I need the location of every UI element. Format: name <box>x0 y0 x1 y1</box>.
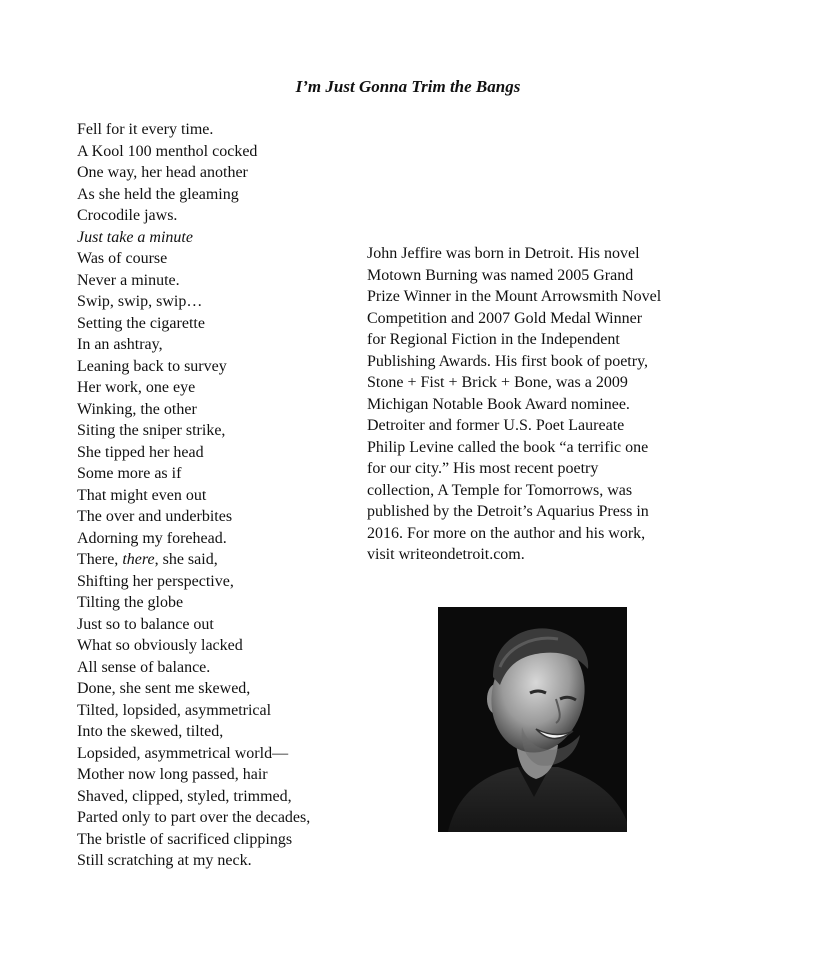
poem-line <box>77 270 367 292</box>
poem-line-text: A Kool 100 menthol cocked <box>77 142 258 160</box>
poem-line <box>77 291 367 313</box>
poem-line <box>77 248 367 270</box>
poem-line-text: Some more as if <box>77 465 182 482</box>
poem-title: I’m Just Gonna Trim the Bangs <box>295 77 521 96</box>
poem-line <box>77 635 367 657</box>
poem-line-text: Swip, swip, swip… <box>77 293 203 310</box>
poem-line-text: Siting the sniper strike, <box>77 422 226 439</box>
poem-line <box>77 829 367 851</box>
poem-line-italic-text: Just take a minute <box>77 228 193 246</box>
poem-line <box>77 506 367 528</box>
poem-line <box>77 377 367 399</box>
poem-line-text: Just so to balance out <box>77 615 214 633</box>
author-bio-line: 2016. For more on the author and his work, <box>367 524 646 542</box>
author-bio-line: published by the Detroit’s Aquarius Press in <box>367 503 649 520</box>
author-bio-line: collection, A Temple for Tomorrows, was <box>367 481 633 499</box>
poem-line-text: Lopsided, asymmetrical world— <box>77 744 289 762</box>
poem-line-text: What so obviously lacked <box>77 637 243 654</box>
poem-line <box>77 356 367 378</box>
author-bio-line: Competition and 2007 Gold Medal Winner <box>367 309 643 327</box>
poem-line <box>77 571 367 593</box>
poem-line-text: There, <box>77 551 123 568</box>
poem-line <box>77 227 367 249</box>
poem-line-text: The bristle of sacrificed clippings <box>77 830 293 848</box>
poem-line-text: Never a minute. <box>77 271 180 289</box>
poem-line <box>77 485 367 507</box>
poem-line-text: Tilting the globe <box>77 594 184 611</box>
poem-line <box>77 442 367 464</box>
poem-line-text: Was of course <box>77 250 168 267</box>
poem-line-text: Mother now long passed, hair <box>77 766 268 783</box>
author-bio-line: Publishing Awards. His first book of poetry, <box>367 352 649 370</box>
author-bio-line: Detroiter and former U.S. Poet Laureate <box>367 417 625 434</box>
poem-line <box>77 463 367 485</box>
poem-line-text: Shifting her perspective, <box>77 572 234 590</box>
poem-line-text: As she held the gleaming <box>77 185 239 203</box>
poem-line <box>77 743 367 765</box>
poem-line <box>77 119 367 141</box>
poem-line <box>77 420 367 442</box>
poem-line-text: Fell for it every time. <box>77 121 214 138</box>
author-photo <box>438 607 627 832</box>
poem-line <box>77 700 367 722</box>
poem-body <box>77 119 367 872</box>
author-bio-line: Philip Levine called the book “a terrific one <box>367 438 649 456</box>
poem-line <box>77 657 367 679</box>
poem-line <box>77 313 367 335</box>
author-bio <box>367 243 727 566</box>
poem-line <box>77 592 367 614</box>
author-bio-line: visit writeondetroit.com. <box>367 546 525 563</box>
poem-line-text: Adorning my forehead. <box>77 529 227 547</box>
poem-line <box>77 721 367 743</box>
poem-line <box>77 334 367 356</box>
author-portrait-photo-icon <box>438 607 627 832</box>
poem-line <box>77 678 367 700</box>
author-bio-line: Motown Burning was named 2005 Grand <box>367 266 634 284</box>
poem-line <box>77 850 367 872</box>
author-bio-line: Stone + Fist + Brick + Bone, was a 2009 <box>367 374 628 391</box>
poem-line-text: Parted only to part over the decades, <box>77 809 311 826</box>
poem-line-text: Shaved, clipped, styled, trimmed, <box>77 787 292 805</box>
poem-line <box>77 764 367 786</box>
poem-line <box>77 162 367 184</box>
author-bio-line: Michigan Notable Book Award nominee. <box>367 395 630 413</box>
poem-line-text: Crocodile jaws. <box>77 207 178 224</box>
poem-line <box>77 549 367 571</box>
poem-line-text: All sense of balance. <box>77 658 211 676</box>
poem-line-text: Still scratching at my neck. <box>77 852 252 869</box>
poem-line-text: Into the skewed, tilted, <box>77 723 224 740</box>
poem-line-text: Winking, the other <box>77 400 197 418</box>
poem-line <box>77 807 367 829</box>
poem-line-text: Done, she sent me skewed, <box>77 680 251 697</box>
author-bio-line: for our city.” His most recent poetry <box>367 460 599 477</box>
author-bio-line: John Jeffire was born in Detroit. His novel <box>367 245 640 262</box>
poem-line <box>77 528 367 550</box>
poem-line <box>77 399 367 421</box>
poem-line-text: Tilted, lopsided, asymmetrical <box>77 701 272 719</box>
author-bio-line: Prize Winner in the Mount Arrowsmith Novel <box>367 288 662 305</box>
poem-line-text: , she said, <box>154 551 218 568</box>
poem-line <box>77 786 367 808</box>
poem-line-text: In an ashtray, <box>77 336 163 353</box>
poem-line <box>77 614 367 636</box>
poem-line-text: Her work, one eye <box>77 379 196 396</box>
poem-line-text: She tipped her head <box>77 443 204 461</box>
poem-line <box>77 205 367 227</box>
poem-line-text: Leaning back to survey <box>77 357 227 375</box>
poem-line-text: Setting the cigarette <box>77 314 205 332</box>
poem-line-text: The over and underbites <box>77 508 233 525</box>
poem-line <box>77 184 367 206</box>
poem-line-text: One way, her head another <box>77 164 248 181</box>
author-bio-line: for Regional Fiction in the Independent <box>367 331 620 348</box>
poem-line <box>77 141 367 163</box>
poem-line-text: That might even out <box>77 486 207 504</box>
poem-line-italic-text: there <box>122 551 155 568</box>
